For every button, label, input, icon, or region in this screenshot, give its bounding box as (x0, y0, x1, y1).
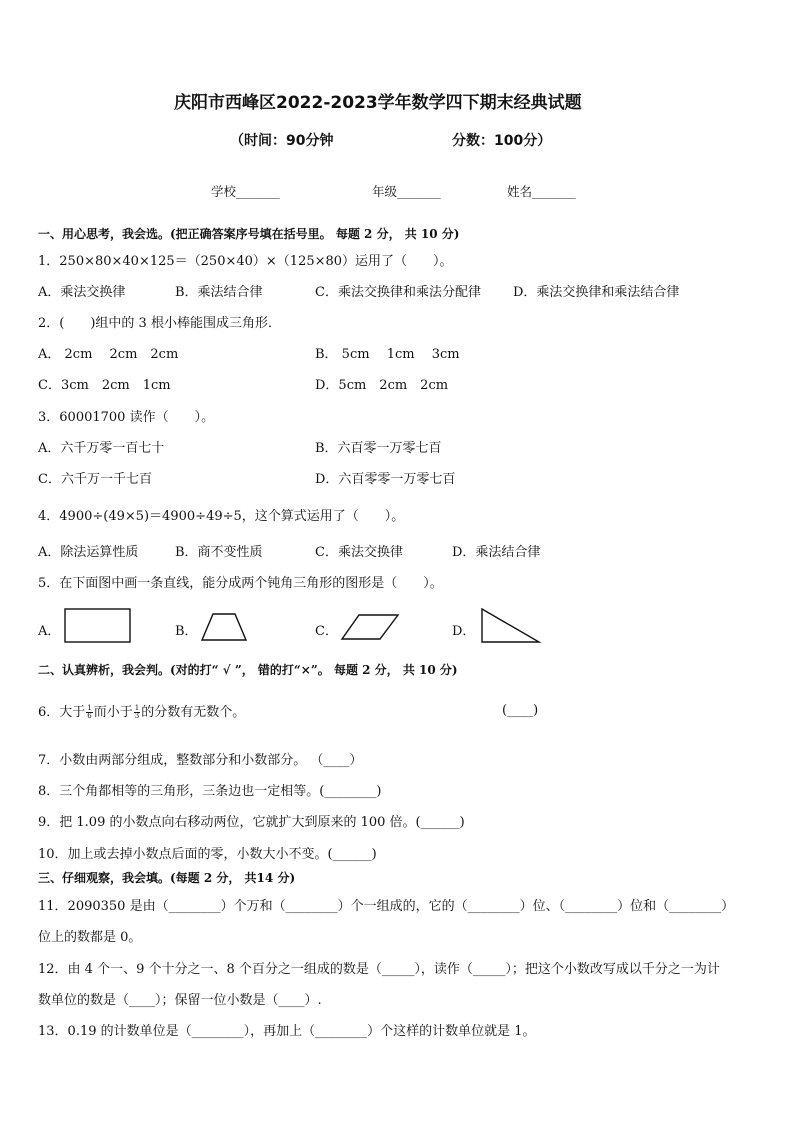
grade-field[interactable]: 年级_______ (372, 184, 441, 199)
q3-option-c[interactable]: C．六千万一千七百 (38, 472, 152, 487)
parallelogram-figure (340, 613, 400, 641)
q5-option-d[interactable]: D． (452, 624, 476, 639)
question-6 (38, 701, 245, 720)
q3-option-d[interactable]: D．六百零零一万零七百 (315, 472, 456, 487)
rectangle-figure (64, 608, 132, 644)
exam-time: （时间：90分钟 (230, 133, 334, 149)
question-13: 13．0.19 的计数单位是（________），再加上（________）个这样的计数单位就是 1。 (38, 1024, 536, 1039)
question-7: 7．小数由两部分组成，整数部分和小数部分。 （____） (38, 753, 363, 768)
trapezoid-figure (200, 612, 248, 642)
question-11-line-1: 11．2090350 是由（________）个万和（________）个一组成的，它的（________）位、（________）位和（________） (38, 899, 735, 914)
name-field[interactable]: 姓名_______ (507, 184, 576, 199)
q1-option-d[interactable]: D．乘法交换律和乘法结合律 (513, 285, 680, 300)
q2-option-d[interactable]: D．5cm 2cm 2cm (315, 378, 449, 393)
question-8: 8．三个角都相等的三角形，三条边也一定相等。(________) (38, 784, 382, 799)
q6-answer-blank[interactable]: (____) (502, 703, 539, 718)
q1-option-c[interactable]: C．乘法交换律和乘法分配律 (315, 285, 481, 300)
q1-option-b[interactable]: B．乘法结合律 (175, 285, 263, 300)
exam-score: 分数：100分） (452, 133, 552, 149)
question-3: 3．60001700 读作（ ）。 (38, 410, 215, 425)
right-triangle-figure (480, 607, 542, 645)
section-heading-2: 二、认真辨析，我会判。(对的打“ √ ”， 错的打“×”。 每题 2 分， 共 10 分) (38, 663, 458, 677)
q4-option-c[interactable]: C．乘法交换律 (315, 545, 403, 560)
question-9: 9．把 1.09 的小数点向右移动两位，它就扩大到原来的 100 倍。(______) (38, 815, 465, 830)
q6-denominator-1: 6 (87, 712, 92, 720)
question-11-line-2: 位上的数都是 0。 (38, 930, 142, 945)
q5-option-a[interactable]: A． (38, 624, 61, 639)
section-heading-3: 三、仔细观察，我会填。(每题 2 分， 共14 分) (38, 871, 296, 885)
question-5: 5．在下面图中画一条直线，能分成两个钝角三角形的图形是（ ）。 (38, 576, 443, 591)
q6-numerator-1: 1 (87, 704, 92, 712)
fraction-one-sixth (86, 705, 92, 720)
q5-option-b[interactable]: B． (175, 624, 198, 639)
q4-option-b[interactable]: B．商不变性质 (175, 545, 263, 560)
q2-option-b[interactable]: B． 5cm 1cm 3cm (315, 347, 460, 362)
q6-text-post: 的分数有无数个。 (141, 705, 246, 720)
page-title: 庆阳市西峰区2022-2023学年数学四下期末经典试题 (174, 93, 582, 113)
q2-option-c[interactable]: C．3cm 2cm 1cm (38, 378, 171, 393)
q3-option-a[interactable]: A．六千万零一百七十 (38, 441, 165, 456)
q3-option-b[interactable]: B．六百零一万零七百 (315, 441, 442, 456)
q4-option-d[interactable]: D．乘法结合律 (452, 545, 541, 560)
question-12-line-2: 数单位的数是（____）；保留一位小数是（____）. (38, 993, 322, 1008)
q4-option-a[interactable]: A．除法运算性质 (38, 545, 139, 560)
q5-option-c[interactable]: C． (315, 624, 338, 639)
q6-denominator-2: 3 (134, 712, 140, 720)
fraction-one-third (134, 705, 140, 720)
question-2: 2．( )组中的 3 根小棒能围成三角形． (38, 316, 281, 331)
q6-numerator-2: 1 (134, 704, 140, 712)
q1-option-a[interactable]: A．乘法交换律 (38, 285, 126, 300)
question-10: 10．加上或去掉小数点后面的零，小数大小不变。(______) (38, 847, 377, 862)
section-heading-1: 一、用心思考，我会选。(把正确答案序号填在括号里。 每题 2 分， 共 10 分) (38, 227, 460, 241)
question-1: 1．250×80×40×125＝（250×40）×（125×80）运用了（ ）。 (38, 254, 453, 269)
q2-option-a[interactable]: A． 2cm 2cm 2cm (38, 347, 179, 362)
question-12-line-1: 12．由 4 个一、9 个十分之一、8 个百分之一组成的数是（_____），读作（_____）；把这个小数改写成以千分之一为计 (38, 962, 720, 977)
q6-text-pre: 6．大于 (38, 705, 86, 720)
school-field[interactable]: 学校_______ (211, 184, 280, 199)
q6-text-mid: 而小于 (93, 705, 133, 720)
question-4: 4．4900÷(49×5)＝4900÷49÷5，这个算式运用了（ ）。 (38, 509, 405, 524)
